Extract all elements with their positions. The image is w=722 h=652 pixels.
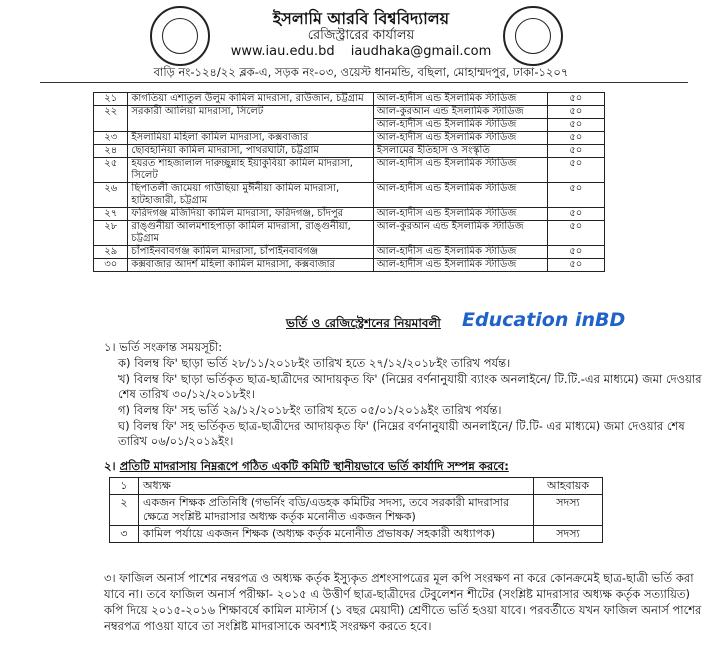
section-title: ভর্তি ও রেজিস্ট্রেশনের নিয়মাবলী: [286, 316, 441, 330]
committee-role-cell: সদস্য: [534, 495, 603, 526]
serial-cell: ৩০: [94, 259, 128, 272]
institution-name-cell: কাগতিয়া এশাতুল উলুম কামিল মাদরাসা, রাউজান, চট্টগ্রাম: [128, 93, 374, 106]
committee-row: [110, 526, 603, 543]
seat-count-cell: ৫০: [547, 132, 604, 145]
seat-count-cell: ৫০: [547, 183, 604, 208]
seat-count-cell: ৫০: [547, 221, 604, 246]
rule1-item-d: ঘ) বিলম্ব ফি' সহ ভর্তিকৃত ছাত্র-ছাত্রীদের আদায়কৃত ফি' (নিম্নের বর্ণনানুযায়ী অনলাইনে/ টি.টি- এর মাধ্যমে) জমা দেওয়ার শেষ তারিখ ০৬/০১/২০১৯ইং।: [118, 419, 685, 448]
committee-member-cell: কামিল পর্যায়ে একজন শিক্ষক (অধ্যক্ষ কর্তৃক মনোনীত প্রভাষক/ সহকারী অধ্যাপক): [139, 526, 534, 543]
committee-role-cell: সদস্য: [534, 526, 603, 543]
contact-line: [0, 44, 722, 59]
seat-count-cell: ৫০: [547, 158, 604, 183]
header-divider: [40, 82, 688, 83]
institution-name-cell: কক্সবাজার আদর্শ মহিলা কামিল মাদরাসা, কক্সবাজার: [128, 259, 374, 272]
subject-cell: আল-হাদীস এন্ড ইসলামিক স্টাডিজ: [373, 259, 547, 272]
seat-count-cell: ৫০: [547, 208, 604, 221]
university-title: ইসলামি আরবি বিশ্ববিদ্যালয়: [272, 9, 450, 28]
seat-count-cell: ৫০: [547, 106, 604, 119]
seat-count-cell: ৫০: [547, 119, 604, 132]
serial-cell: ২৫: [94, 158, 128, 183]
subject-cell: আল-হাদীস এন্ড ইসলামিক স্টাডিজ: [373, 183, 547, 208]
watermark-logo: Education inBD: [462, 309, 626, 331]
seat-count-cell: ৫০: [547, 145, 604, 158]
institution-name-cell: ছিপাতলী জামেয়া গাউছিয়া মুঈনীয়া কামিল মাদরাসা, হাটহাজারী, চট্টগ্রাম: [128, 183, 374, 208]
rule1-heading: ১। ভর্তি সংক্রান্ত সময়সূচী:: [104, 340, 223, 354]
rule1-item-a: ক) বিলম্ব ফি' ছাড়া ভর্তি ২৮/১১/২০১৮ইং তারিখ হতে ২৭/১২/২০১৮ইং তারিখ পর্যন্ত।: [118, 356, 511, 370]
rule3-paragraph: ৩। ফাজিল অনার্স পাশের নম্বরপত্র ও অধ্যক্ষ কর্তৃক ইস্যুকৃত প্রশংসাপত্রের মূল কপি সংরক্ষণ না করে কোনক্রমেই ছাত্র-ছাত্রী ভর্তি করা যাবে না। তবে ফাজিল অনার্স পরীক্ষা- ২০১৫ এ উত্তীর্ণ ছাত্র-ছাত্রীদের টেবুলেশন শীটের (সংশ্লিষ্ট মাদরাসার অধ্যক্ষ কর্তৃক সত্যায়িত) কপি দিয়ে ২০১৫-২০১৬ শিক্ষাবর্ষে কামিল মাস্টার্স (১ বছর মেয়াদী) শ্রেণীতে ভর্তি হওয়া যাবে। পরবর্তীতে যখন ফাজিল অনার্স পাশের নম্বরপত্র পাওয়া যাবে তা সংশ্লিষ্ট মাদরাসাকে অবশ্যই সংরক্ষণ করতে হবে।: [104, 571, 702, 633]
committee-role-cell: আহবায়ক: [534, 478, 603, 495]
committee-row: [110, 478, 603, 495]
office-subtitle: রেজিস্ট্রারের কার্যালয়: [307, 28, 415, 43]
subject-cell: ইসলামের ইতিহাস ও সংস্কৃতি: [373, 145, 547, 158]
committee-serial-cell: ১: [110, 478, 139, 495]
committee-member-cell: অধ্যক্ষ: [139, 478, 534, 495]
table-row: [94, 158, 605, 183]
table-row: [94, 208, 605, 221]
institution-table: [93, 92, 605, 272]
rule1-item-c: গ) বিলম্ব ফি' সহ ভর্তি ২৯/১২/২০১৮ইং তারিখ হতে ০৫/০১/২০১৯ইং তারিখ পর্যন্ত।: [118, 403, 502, 417]
subject-cell: আল-হাদীস এন্ড ইসলামিক স্টাডিজ: [373, 208, 547, 221]
rule1-item-b: খ) বিলম্ব ফি' ছাড়া ভর্তিকৃত ছাত্র-ছাত্রীদের আদায়কৃত ফি' (নিম্নের বর্ণনানুযায়ী ব্যাংক অনলাইনে/ টি.টি.-এর মাধ্যমে) জমা দেওয়ার শেষ তারিখ ৩০/১২/২০১৮ইং।: [118, 372, 702, 401]
committee-member-cell: একজন শিক্ষক প্রতিনিধি (গভর্নিং বডি/এডহক কমিটির সদস্য, তবে সরকারী মাদরাসার ক্ষেত্রে সংশ্লিষ্ট মাদরাসার অধ্যক্ষ কর্তৃক মনোনীত একজন শিক্ষক): [139, 495, 534, 526]
serial-cell: ২৩: [94, 132, 128, 145]
serial-cell: ২৭: [94, 208, 128, 221]
serial-cell: ২৪: [94, 145, 128, 158]
institution-name-cell: ফরিদগঞ্জ মজিদিয়া কামিল মাদরাসা, ফরিদগঞ্জ, চাঁদপুর: [128, 208, 374, 221]
institution-name-cell: রাঙ্গুনীয়া আলমশাহপাড়া কামিল মাদরাসা, রাঙ্গুনীয়া, চট্টগ্রাম: [128, 221, 374, 246]
serial-cell: ২৬: [94, 183, 128, 208]
email-link[interactable]: iaudhaka@gmail.com: [350, 44, 492, 59]
institution-name-cell: হযরত শাহজালাল দারুচ্ছুন্নাহ ইয়াকুবিয়া কামিল মাদরাসা, সিলেট: [128, 158, 374, 183]
committee-serial-cell: ৩: [110, 526, 139, 543]
subject-cell: আল-হাদীস এন্ড ইসলামিক স্টাডিজ: [373, 132, 547, 145]
table-row: [94, 93, 605, 106]
serial-cell: ২১: [94, 93, 128, 106]
subject-cell: আল-হাদীস এন্ড ইসলামিক স্টাডিজ: [373, 93, 547, 106]
table-row: [94, 132, 605, 145]
table-row: [94, 246, 605, 259]
serial-cell: ২২: [94, 106, 128, 132]
website-link[interactable]: www.iau.edu.bd: [230, 44, 335, 59]
address-line: বাড়ি নং-১২৪/২২ ব্লক-এ, সড়ক নং-০৩, ওয়েস্ট ধানমন্ডি, বছিলা, মোহাম্মদপুর, ঢাকা-১২০৭: [153, 65, 569, 79]
seat-count-cell: ৫০: [547, 93, 604, 106]
subject-cell: আল-হাদীস এন্ড ইসলামিক স্টাডিজ: [373, 246, 547, 259]
subject-cell: আল-কুরআন এন্ড ইসলামিক স্টাডিজ: [373, 221, 547, 246]
serial-cell: ২৮: [94, 221, 128, 246]
table-row: [94, 145, 605, 158]
table-row: [94, 183, 605, 208]
seat-count-cell: ৫০: [547, 246, 604, 259]
table-row: [94, 259, 605, 272]
seat-count-cell: ৫০: [547, 259, 604, 272]
institution-name-cell: ছোবহানিয়া কামিল মাদরাসা, পাথরঘাটা, চট্টগ্রাম: [128, 145, 374, 158]
table-row: [94, 221, 605, 246]
institution-name-cell: চাঁপাইনবাবগঞ্জ কামিল মাদরাসা, চাঁপাইনবাবগঞ্জ: [128, 246, 374, 259]
institution-name-cell: সরকারী আলিয়া মাদরাসা, সিলেট: [128, 106, 374, 132]
subject-cell: আল-হাদীস এন্ড ইসলামিক স্টাডিজ: [373, 158, 547, 183]
rule2-heading: ২। প্রতিটি মাদরাসায় নিম্নরূপে গঠিত একটি কমিটি স্থানীয়ভাবে ভর্তি কার্যাদি সম্পন্ন করবে:: [104, 459, 509, 473]
table-row: [94, 106, 605, 119]
committee-table: [109, 477, 603, 543]
committee-row: [110, 495, 603, 526]
subject-cell: আল-হাদীস এন্ড ইসলামিক স্টাডিজ: [373, 119, 547, 132]
subject-cell: আল-কুরআন এন্ড ইসলামিক স্টাডিজ: [373, 106, 547, 119]
committee-serial-cell: ২: [110, 495, 139, 526]
serial-cell: ২৯: [94, 246, 128, 259]
institution-name-cell: ইসলামিয়া মহিলা কামিল মাদরাসা, কক্সবাজার: [128, 132, 374, 145]
